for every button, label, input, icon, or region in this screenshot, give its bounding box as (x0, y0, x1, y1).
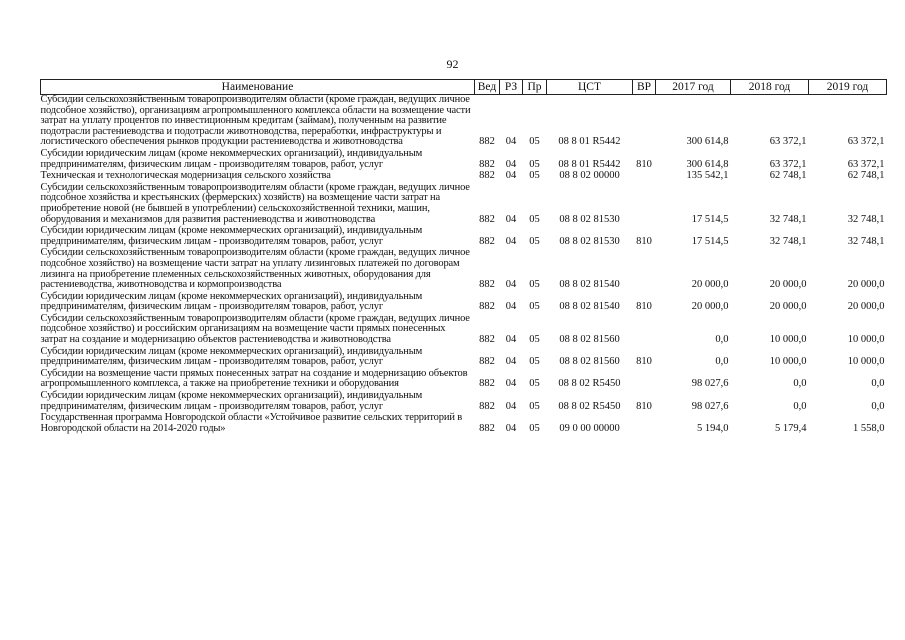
row-cst: 08 8 01 R5442 (558, 158, 621, 170)
row-name: Субсидии юридическим лицам (кроме некоммерческих организаций), индивидуальным предпринимателям, физическим лицам - производителям товаров, работ, услуг (40, 390, 423, 412)
row-2019: 1 558,0 (853, 422, 885, 434)
row-ved: 882 (479, 301, 495, 313)
row-vr: 810 (636, 158, 652, 170)
header-2018: 2018 год (731, 80, 809, 95)
row-2017: 300 614,8 (686, 158, 729, 170)
row-2019: 10 000,0 (847, 334, 885, 346)
row-name: Субсидии юридическим лицам (кроме некоммерческих организаций), индивидуальным предпринимателям, физическим лицам - производителям товаров, работ, услуг (40, 345, 423, 368)
row-2018: 20 000,0 (769, 279, 807, 291)
row-vr (633, 183, 656, 226)
row-ved: 882 (479, 158, 495, 170)
row-ved: 882 (479, 213, 495, 225)
row-pr: 05 (529, 279, 540, 291)
table-row (41, 292, 887, 314)
row-2018: 0,0 (793, 400, 807, 412)
row-vr: 810 (636, 356, 652, 368)
row-2018: 32 748,1 (769, 213, 807, 225)
row-2019: 20 000,0 (847, 301, 885, 313)
table-row (41, 413, 887, 435)
budget-table (40, 79, 887, 435)
row-cst: 08 8 02 R5450 (558, 400, 621, 412)
row-pr: 05 (529, 334, 540, 346)
row-rz: 04 (505, 378, 517, 390)
row-2017: 98 027,6 (691, 400, 729, 412)
table-row (41, 226, 887, 248)
row-2019: 32 748,1 (847, 213, 885, 225)
row-ved: 882 (479, 356, 495, 368)
row-rz: 04 (505, 136, 517, 148)
header-cst: ЦСТ (547, 80, 633, 95)
header-ved: Вед (475, 80, 500, 95)
row-cst: 08 8 02 81560 (559, 334, 620, 346)
row-ved: 882 (479, 170, 495, 182)
row-pr: 05 (529, 136, 540, 148)
row-rz: 04 (505, 213, 517, 225)
row-2019: 63 372,1 (847, 136, 885, 148)
row-name: Субсидии сельскохозяйственным товаропроизводителям области (кроме граждан, ведущих личное подсобное хозяйство) на возмещение части затрат на уплату лизинговых платежей по договорам лизинга на приобретение племенных сельскохозяйственных животных, оборудования для растениеводства, животноводства и кормопроизводства (40, 247, 470, 291)
row-vr (633, 95, 656, 149)
row-cst: 08 8 02 00000 (559, 170, 620, 182)
row-rz: 04 (505, 279, 517, 291)
page-number: 92 (446, 57, 459, 71)
row-pr: 05 (529, 213, 540, 225)
row-cst: 08 8 02 81540 (559, 301, 620, 313)
row-cst: 09 0 00 00000 (559, 422, 620, 434)
row-pr: 05 (529, 422, 540, 434)
row-ved: 882 (479, 136, 495, 148)
row-pr: 05 (529, 170, 540, 182)
table-header-row (41, 80, 887, 95)
table-row (41, 347, 887, 369)
table-row (41, 369, 887, 391)
row-pr: 05 (529, 400, 540, 412)
table-row (41, 391, 887, 413)
row-2019: 10 000,0 (847, 356, 885, 368)
table-row (41, 171, 887, 183)
row-vr (633, 314, 656, 347)
row-2019: 20 000,0 (847, 279, 885, 291)
row-2017: 20 000,0 (691, 279, 729, 291)
row-ved: 882 (479, 279, 495, 291)
table-row (41, 314, 887, 347)
row-2019: 63 372,1 (847, 158, 885, 170)
row-rz: 04 (505, 301, 517, 313)
row-2018: 63 372,1 (769, 136, 807, 148)
row-2018: 63 372,1 (769, 158, 807, 170)
row-rz: 04 (505, 158, 517, 170)
row-name: Техническая и технологическая модернизация сельского хозяйства (40, 170, 331, 182)
table-row (41, 149, 887, 171)
row-2018: 10 000,0 (769, 356, 807, 368)
row-ved: 882 (479, 334, 495, 346)
row-2018: 20 000,0 (769, 301, 807, 313)
row-rz: 04 (505, 334, 517, 346)
row-cst: 08 8 02 81540 (559, 279, 620, 291)
table-row (41, 183, 887, 226)
row-2017: 20 000,0 (691, 301, 729, 313)
row-name: Субсидии сельскохозяйственным товаропроизводителям области (кроме граждан, ведущих личное подсобное хозяйство) и российским организациям на возмещение части прямых понесенных затрат на создание и модернизацию объектов растениеводства и животноводства (40, 312, 470, 346)
row-rz: 04 (505, 400, 517, 412)
row-vr (633, 248, 656, 291)
row-2019: 0,0 (871, 378, 885, 390)
row-rz: 04 (505, 170, 517, 182)
header-vr: ВР (633, 80, 656, 95)
header-pr: Пр (523, 80, 547, 95)
header-2017: 2017 год (656, 80, 731, 95)
row-2018: 62 748,1 (769, 170, 807, 182)
row-vr: 810 (636, 400, 652, 412)
row-name: Субсидии юридическим лицам (кроме некоммерческих организаций), индивидуальным предпринимателям, физическим лицам - производителям товаров, работ, услуг (40, 147, 423, 170)
row-name: Субсидии сельскохозяйственным товаропроизводителям области (кроме граждан, ведущих личное подсобное хозяйства и крестьянских (фермерских) хозяйств) на возмещение части затрат на приобретение новой (не бывшей в употреблении) сельскохозяйственной техники, машин, оборудования и механизмов для развития растениеводства и животноводства (40, 181, 470, 225)
row-2017: 0,0 (715, 334, 729, 346)
row-ved: 882 (479, 400, 495, 412)
header-rz: РЗ (500, 80, 523, 95)
row-name: Субсидии сельскохозяйственным товаропроизводителям области (кроме граждан, ведущих личное подсобное хозяйство), организациям агропромышленного комплекса области на возмещение части затрат на уплату процентов по инвестиционным кредитам (займам), полученным на развитие подотрасли растениеводства и подотрасли животноводства, переработки, инфраструктуры и логистического обеспечения рынков продукции растениеводства и животноводства (40, 94, 471, 148)
row-name: Субсидии на возмещение части прямых понесенных затрат на создание и модернизацию объектов агропромышленного комплекса, а также на приобретение техники и оборудования (40, 367, 468, 390)
row-rz: 04 (505, 235, 517, 247)
row-ved: 882 (479, 235, 495, 247)
row-pr: 05 (529, 158, 540, 170)
row-cst: 08 8 02 R5450 (558, 378, 621, 390)
row-2018: 10 000,0 (769, 334, 807, 346)
table-row (41, 248, 887, 291)
row-2019: 32 748,1 (847, 235, 885, 247)
row-rz: 04 (505, 422, 517, 434)
row-2018: 32 748,1 (769, 235, 807, 247)
row-2017: 0,0 (715, 356, 729, 368)
row-2017: 300 614,8 (686, 136, 729, 148)
row-vr (633, 413, 656, 435)
row-pr: 05 (529, 235, 540, 247)
row-2018: 0,0 (793, 378, 807, 390)
row-vr (633, 369, 656, 391)
row-cst: 08 8 02 81560 (559, 356, 620, 368)
row-name: Субсидии юридическим лицам (кроме некоммерческих организаций), индивидуальным предпринимателям, физическим лицам - производителям товаров, работ, услуг (40, 290, 423, 313)
row-2018: 5 179,4 (775, 422, 807, 434)
row-vr: 810 (636, 301, 652, 313)
row-cst: 08 8 02 81530 (559, 213, 620, 225)
header-name: Наименование (41, 80, 475, 95)
row-pr: 05 (529, 301, 540, 313)
row-2019: 62 748,1 (847, 170, 885, 182)
row-2017: 17 514,5 (691, 235, 729, 247)
row-pr: 05 (529, 378, 540, 390)
row-2019: 0,0 (871, 400, 885, 412)
row-vr: 810 (636, 235, 652, 247)
row-pr: 05 (529, 356, 540, 368)
table-body (41, 95, 887, 436)
row-2017: 17 514,5 (691, 213, 729, 225)
row-rz: 04 (505, 356, 517, 368)
row-vr (633, 171, 656, 183)
table-row (41, 95, 887, 149)
row-2017: 98 027,6 (691, 378, 729, 390)
row-ved: 882 (479, 422, 495, 434)
row-name: Субсидии юридическим лицам (кроме некоммерческих организаций), индивидуальным предпринимателям, физическим лицам - производителям товаров, работ, услуг (40, 225, 423, 247)
row-2017: 5 194,0 (697, 422, 729, 434)
row-name: Государственная программа Новгородской области «Устойчивое развитие сельских территорий в Новгородской области на 2014-2020 годы» (40, 412, 463, 434)
row-2017: 135 542,1 (686, 170, 729, 182)
row-ved: 882 (479, 378, 495, 390)
row-cst: 08 8 01 R5442 (558, 136, 621, 148)
row-cst: 08 8 02 81530 (559, 235, 620, 247)
header-2019: 2019 год (809, 80, 887, 95)
